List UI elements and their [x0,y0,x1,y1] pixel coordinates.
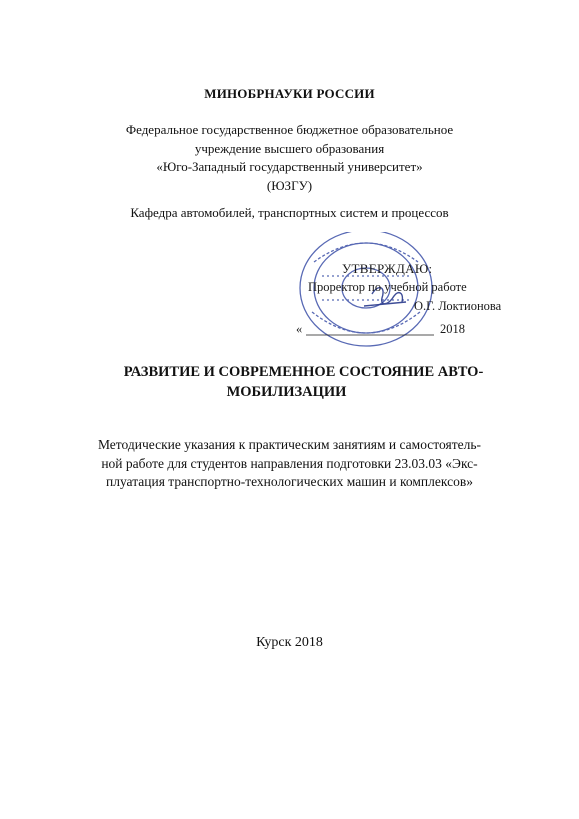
city-year: Курск 2018 [256,635,323,650]
document-description [50,436,529,492]
approval-name: О.Г. Локтионова [414,299,502,313]
approval-date-quote: « [296,322,303,336]
approval-year: 2018 [440,322,465,336]
approval-role: Проректор по учебной работе [308,280,467,294]
institution-line: (ЮЗГУ) [266,177,313,193]
ministry-heading: МИНОБРНАУКИ РОССИИ [204,86,375,101]
institution-line: учреждение высшего образования [194,140,385,156]
description-line: Методические указания к практическим занятиям и самостоятель- [97,437,481,452]
description-line: плуатация транспортно-технологических машин и комплексов» [106,474,473,489]
document-title [0,362,579,402]
document-title-line: МОБИЛИЗАЦИИ [226,384,347,400]
institution-line: Федеральное государственное бюджетное образовательное [125,122,454,137]
approval-block [294,232,512,350]
institution-line: «Юго-Западный государственный университет» [156,159,423,174]
institution-block [0,121,579,195]
approval-title: УТВЕРЖДАЮ: [342,261,433,276]
description-line: ной работе для студентов направления подготовки 23.03.03 «Экс- [101,455,478,471]
department-name: Кафедра автомобилей, транспортных систем и процессов [130,205,449,220]
document-title-line: РАЗВИТИЕ И СОВРЕМЕННОЕ СОСТОЯНИЕ АВТО- [123,364,484,380]
